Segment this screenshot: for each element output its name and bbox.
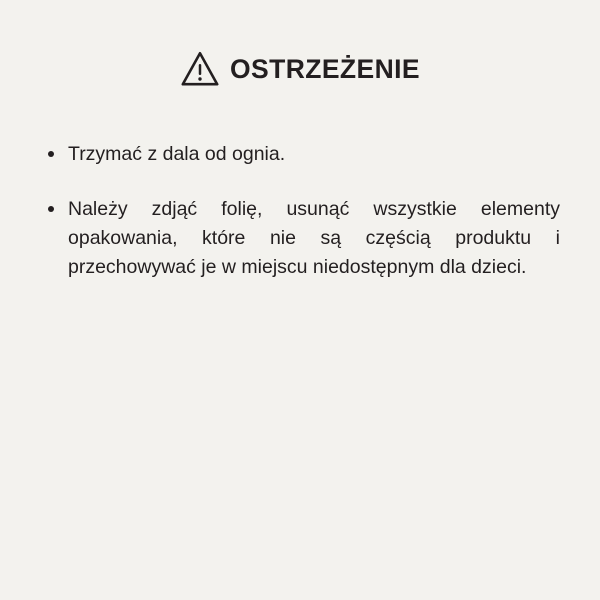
- list-item: Należy zdjąć folię, usunąć wszystkie elementy opakowania, które nie są częścią produktu i przechowywać je w miejscu niedostępnym dla dzieci.: [36, 195, 564, 282]
- warning-triangle-icon: [180, 50, 220, 88]
- warning-list: [36, 140, 564, 281]
- warning-header: [36, 50, 564, 88]
- page-title: OSTRZEŻENIE: [230, 53, 420, 84]
- list-item: Trzymać z dala od ognia.: [36, 140, 564, 169]
